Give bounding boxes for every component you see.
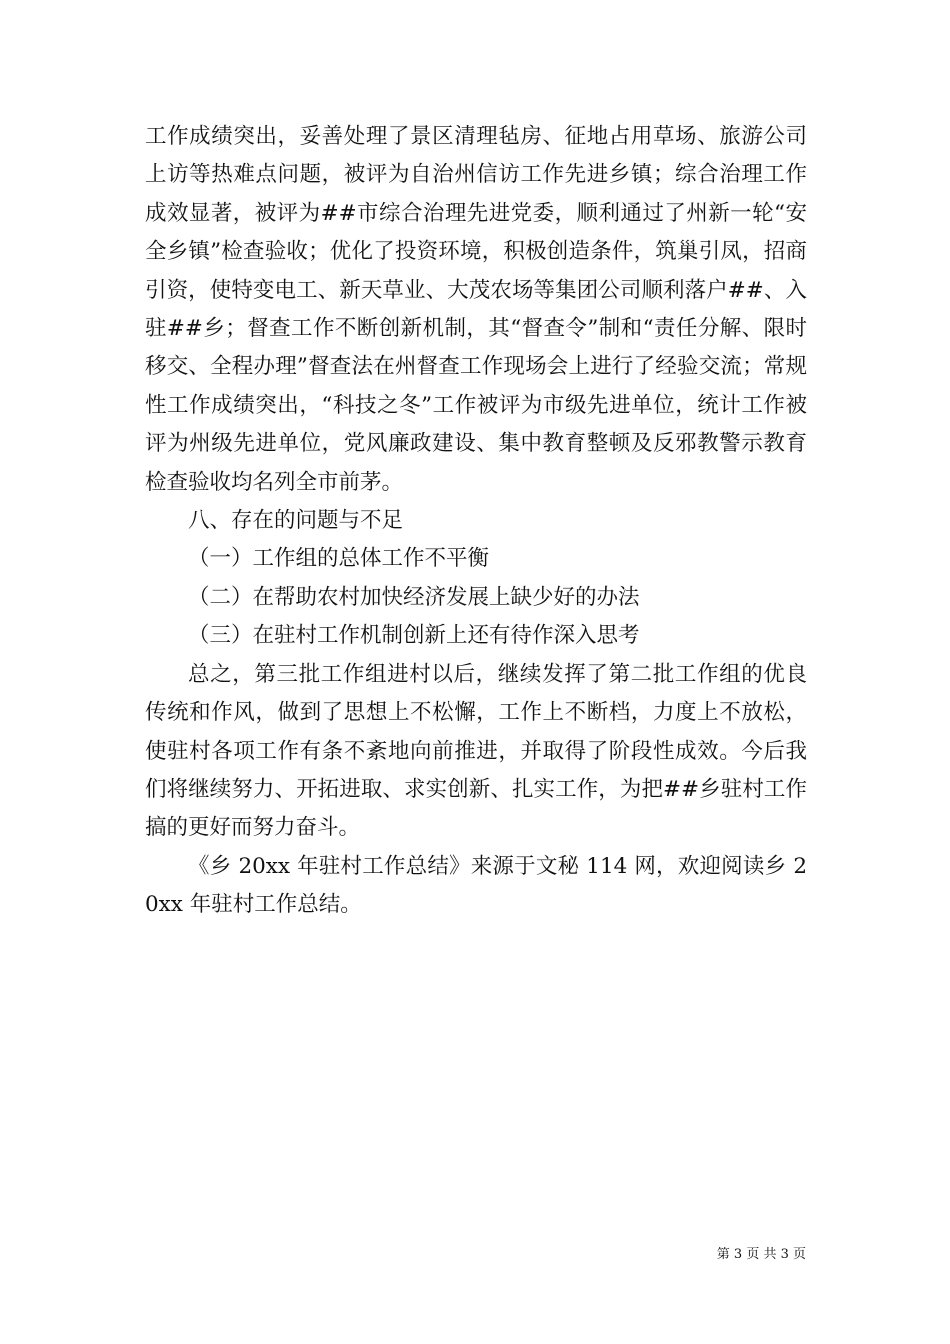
paragraph-source-note: 《乡 20xx 年驻村工作总结》来源于文秘 114 网，欢迎阅读乡 20xx 年驻村工作总结。 (145, 853, 807, 918)
problem-item-1: （一）工作组的总体工作不平衡 (188, 546, 490, 572)
paragraph-continuation: 工作成绩突出，妥善处理了景区清理毡房、征地占用草场、旅游公司上访等热难点问题，被评为自治州信访工作先进乡镇；综合治理工作成效显著，被评为##市综合治理先进党委，顺利通过了州新一轮“安全乡镇”检查验收；优化了投资环境，积极创造条件，筑巢引凤，招商引资，使特变电工、新天草业、大茂农场等集团公司顺利落户##、入驻##乡；督查工作不断创新机制，其“督查令”制和“责任分解、限时移交、全程办理”督查法在州督查工作现场会上进行了经验交流；常规性工作成绩突出，“科技之冬”工作被评为市级先进单位，统计工作被评为州级先进单位，党风廉政建设、集中教育整顿及反邪教警示教育检查验收均名列全市前茅。 (145, 124, 807, 495)
problem-item-2: （二）在帮助农村加快经济发展上缺少好的办法 (188, 584, 640, 610)
section-heading-problems: 八、存在的问题与不足 (188, 508, 404, 534)
problem-item-3: （三）在驻村工作机制创新上还有待作深入思考 (188, 623, 640, 649)
page-number-footer: 第 3 页 共 3 页 (716, 1247, 806, 1262)
paragraph-summary: 总之，第三批工作组进村以后，继续发挥了第二批工作组的优良传统和作风，做到了思想上不松懈，工作上不断档，力度上不放松，使驻村各项工作有条不紊地向前推进，并取得了阶段性成效。今后我们将继续努力、开拓进取、求实创新、扎实工作，为把##乡驻村工作搞的更好而努力奋斗。 (145, 661, 807, 841)
document-body (145, 118, 807, 925)
